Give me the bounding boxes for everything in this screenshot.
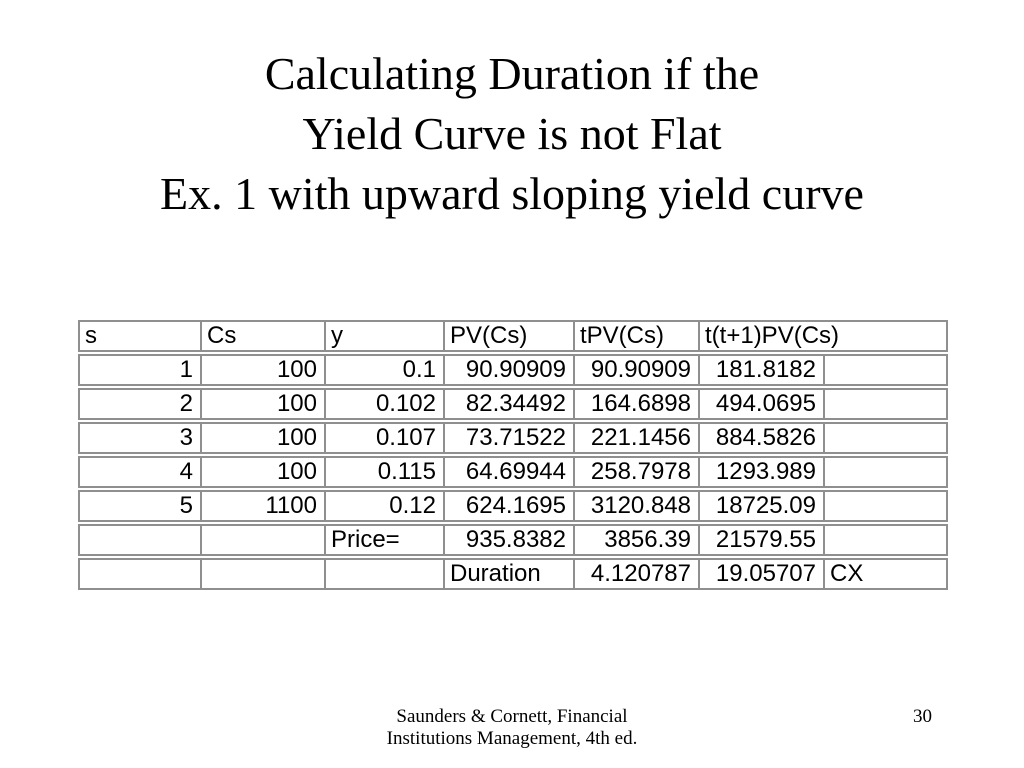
table-row xyxy=(78,558,948,590)
duration-table-body xyxy=(78,354,948,590)
slide-title-line-3: Ex. 1 with upward sloping yield curve xyxy=(160,168,864,219)
table-cell: 100 xyxy=(200,456,324,488)
table-cell: 0.115 xyxy=(324,456,443,488)
footer-citation-line-1: Saunders & Cornett, Financial xyxy=(396,706,628,727)
table-cell: 4.120787 xyxy=(573,558,698,590)
table-header-cell: Cs xyxy=(200,320,324,352)
footer-citation-line-2: Institutions Management, 4th ed. xyxy=(386,728,638,749)
table-row xyxy=(78,422,948,454)
table-cell: 164.6898 xyxy=(573,388,698,420)
table-cell: 5 xyxy=(78,490,200,522)
table-cell: 18725.09 xyxy=(698,490,823,522)
table-cell: 73.71522 xyxy=(443,422,573,454)
table-cell: 624.1695 xyxy=(443,490,573,522)
table-row xyxy=(78,490,948,522)
table-cell: 181.8182 xyxy=(698,354,823,386)
table-cell xyxy=(823,422,948,454)
table-cell: 1100 xyxy=(200,490,324,522)
table-cell: 100 xyxy=(200,354,324,386)
table-header-row xyxy=(78,320,948,352)
table-cell: 90.90909 xyxy=(573,354,698,386)
table-cell xyxy=(823,354,948,386)
table-cell: 258.7978 xyxy=(573,456,698,488)
table-cell: 3120.848 xyxy=(573,490,698,522)
duration-table xyxy=(78,318,948,592)
slide-title-line-2: Yield Curve is not Flat xyxy=(302,108,722,159)
table-cell: 0.1 xyxy=(324,354,443,386)
table-cell: 884.5826 xyxy=(698,422,823,454)
table-cell: 82.34492 xyxy=(443,388,573,420)
table-cell: 0.102 xyxy=(324,388,443,420)
table-cell: 0.12 xyxy=(324,490,443,522)
table-cell xyxy=(823,388,948,420)
table-row xyxy=(78,388,948,420)
table-cell: 935.8382 xyxy=(443,524,573,556)
table-cell: 21579.55 xyxy=(698,524,823,556)
slide-title xyxy=(0,44,1024,224)
table-row xyxy=(78,456,948,488)
table-cell: 494.0695 xyxy=(698,388,823,420)
duration-table-head xyxy=(78,320,948,352)
footer-citation xyxy=(0,706,1024,750)
table-cell: 4 xyxy=(78,456,200,488)
table-cell: 100 xyxy=(200,388,324,420)
table-cell xyxy=(324,558,443,590)
table-cell: 1 xyxy=(78,354,200,386)
table-row xyxy=(78,354,948,386)
table-cell: 90.90909 xyxy=(443,354,573,386)
table-header-cell: s xyxy=(78,320,200,352)
table-cell: 2 xyxy=(78,388,200,420)
table-header-cell: t(t+1)PV(Cs) xyxy=(698,320,948,352)
table-cell xyxy=(200,524,324,556)
table-cell xyxy=(78,558,200,590)
table-cell: Duration xyxy=(443,558,573,590)
table-cell: 1293.989 xyxy=(698,456,823,488)
table-cell: 19.05707 xyxy=(698,558,823,590)
table-header-cell: tPV(Cs) xyxy=(573,320,698,352)
table-cell xyxy=(200,558,324,590)
table-cell xyxy=(823,490,948,522)
table-cell xyxy=(823,456,948,488)
table-cell xyxy=(78,524,200,556)
table-cell: 0.107 xyxy=(324,422,443,454)
table-cell: 64.69944 xyxy=(443,456,573,488)
table-cell xyxy=(823,524,948,556)
slide-title-line-1: Calculating Duration if the xyxy=(264,48,760,99)
table-cell: 100 xyxy=(200,422,324,454)
table-cell: 221.1456 xyxy=(573,422,698,454)
table-cell: 3 xyxy=(78,422,200,454)
page-number: 30 xyxy=(913,706,932,727)
table-cell: CX xyxy=(823,558,948,590)
table-cell: 3856.39 xyxy=(573,524,698,556)
table-header-cell: PV(Cs) xyxy=(443,320,573,352)
table-row xyxy=(78,524,948,556)
table-cell: Price= xyxy=(324,524,443,556)
table-header-cell: y xyxy=(324,320,443,352)
